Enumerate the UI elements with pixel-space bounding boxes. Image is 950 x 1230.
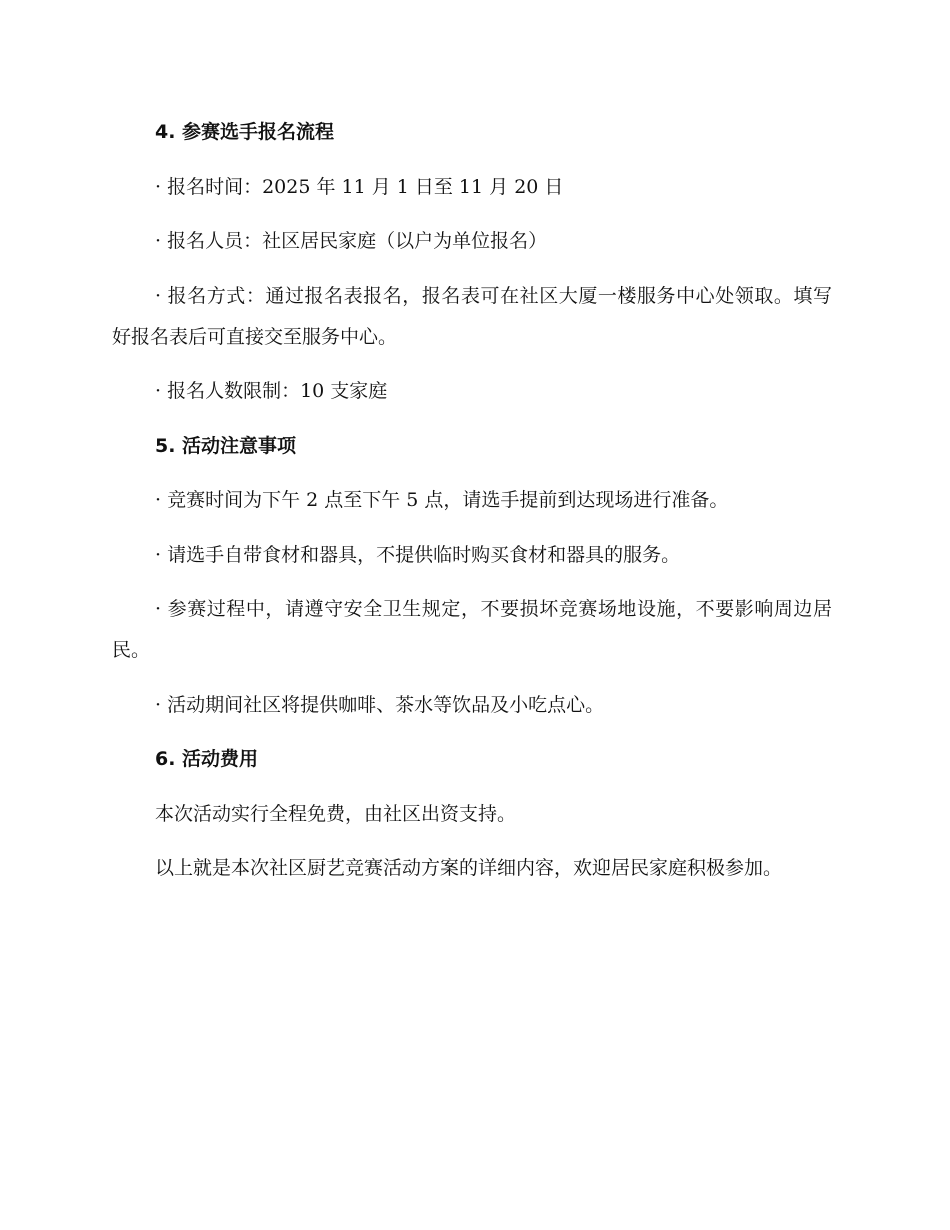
note-safety: · 参赛过程中，请遵守安全卫生规定，不要损坏竞赛场地设施，不要影响周边居民。 xyxy=(112,598,832,661)
section-heading-fees: 6. 活动费用 xyxy=(155,748,259,770)
fee-statement: 本次活动实行全程免费，由社区出资支持。 xyxy=(155,802,517,825)
document-body xyxy=(112,112,832,903)
registration-participants: · 报名人员：社区居民家庭（以户为单位报名） xyxy=(155,230,548,252)
section-heading-notes: 5. 活动注意事项 xyxy=(155,434,297,457)
registration-limit: · 报名人数限制：10 支家庭 xyxy=(155,380,388,402)
registration-time: · 报名时间：2025 年 11 月 1 日至 11 月 20 日 xyxy=(155,175,564,198)
note-ingredients: · 请选手自带食材和器具，不提供临时购买食材和器具的服务。 xyxy=(155,543,681,566)
note-time: · 竞赛时间为下午 2 点至下午 5 点，请选手提前到达现场进行准备。 xyxy=(155,489,729,511)
section-heading-registration: 4. 参赛选手报名流程 xyxy=(155,121,335,143)
note-refreshments: · 活动期间社区将提供咖啡、茶水等饮品及小吃点心。 xyxy=(155,693,605,716)
registration-method: · 报名方式：通过报名表报名，报名表可在社区大厦一楼服务中心处领取。填写好报名表后可直接交至服务中心。 xyxy=(112,284,832,348)
closing-statement: 以上就是本次社区厨艺竞赛活动方案的详细内容，欢迎居民家庭积极参加。 xyxy=(155,857,783,879)
